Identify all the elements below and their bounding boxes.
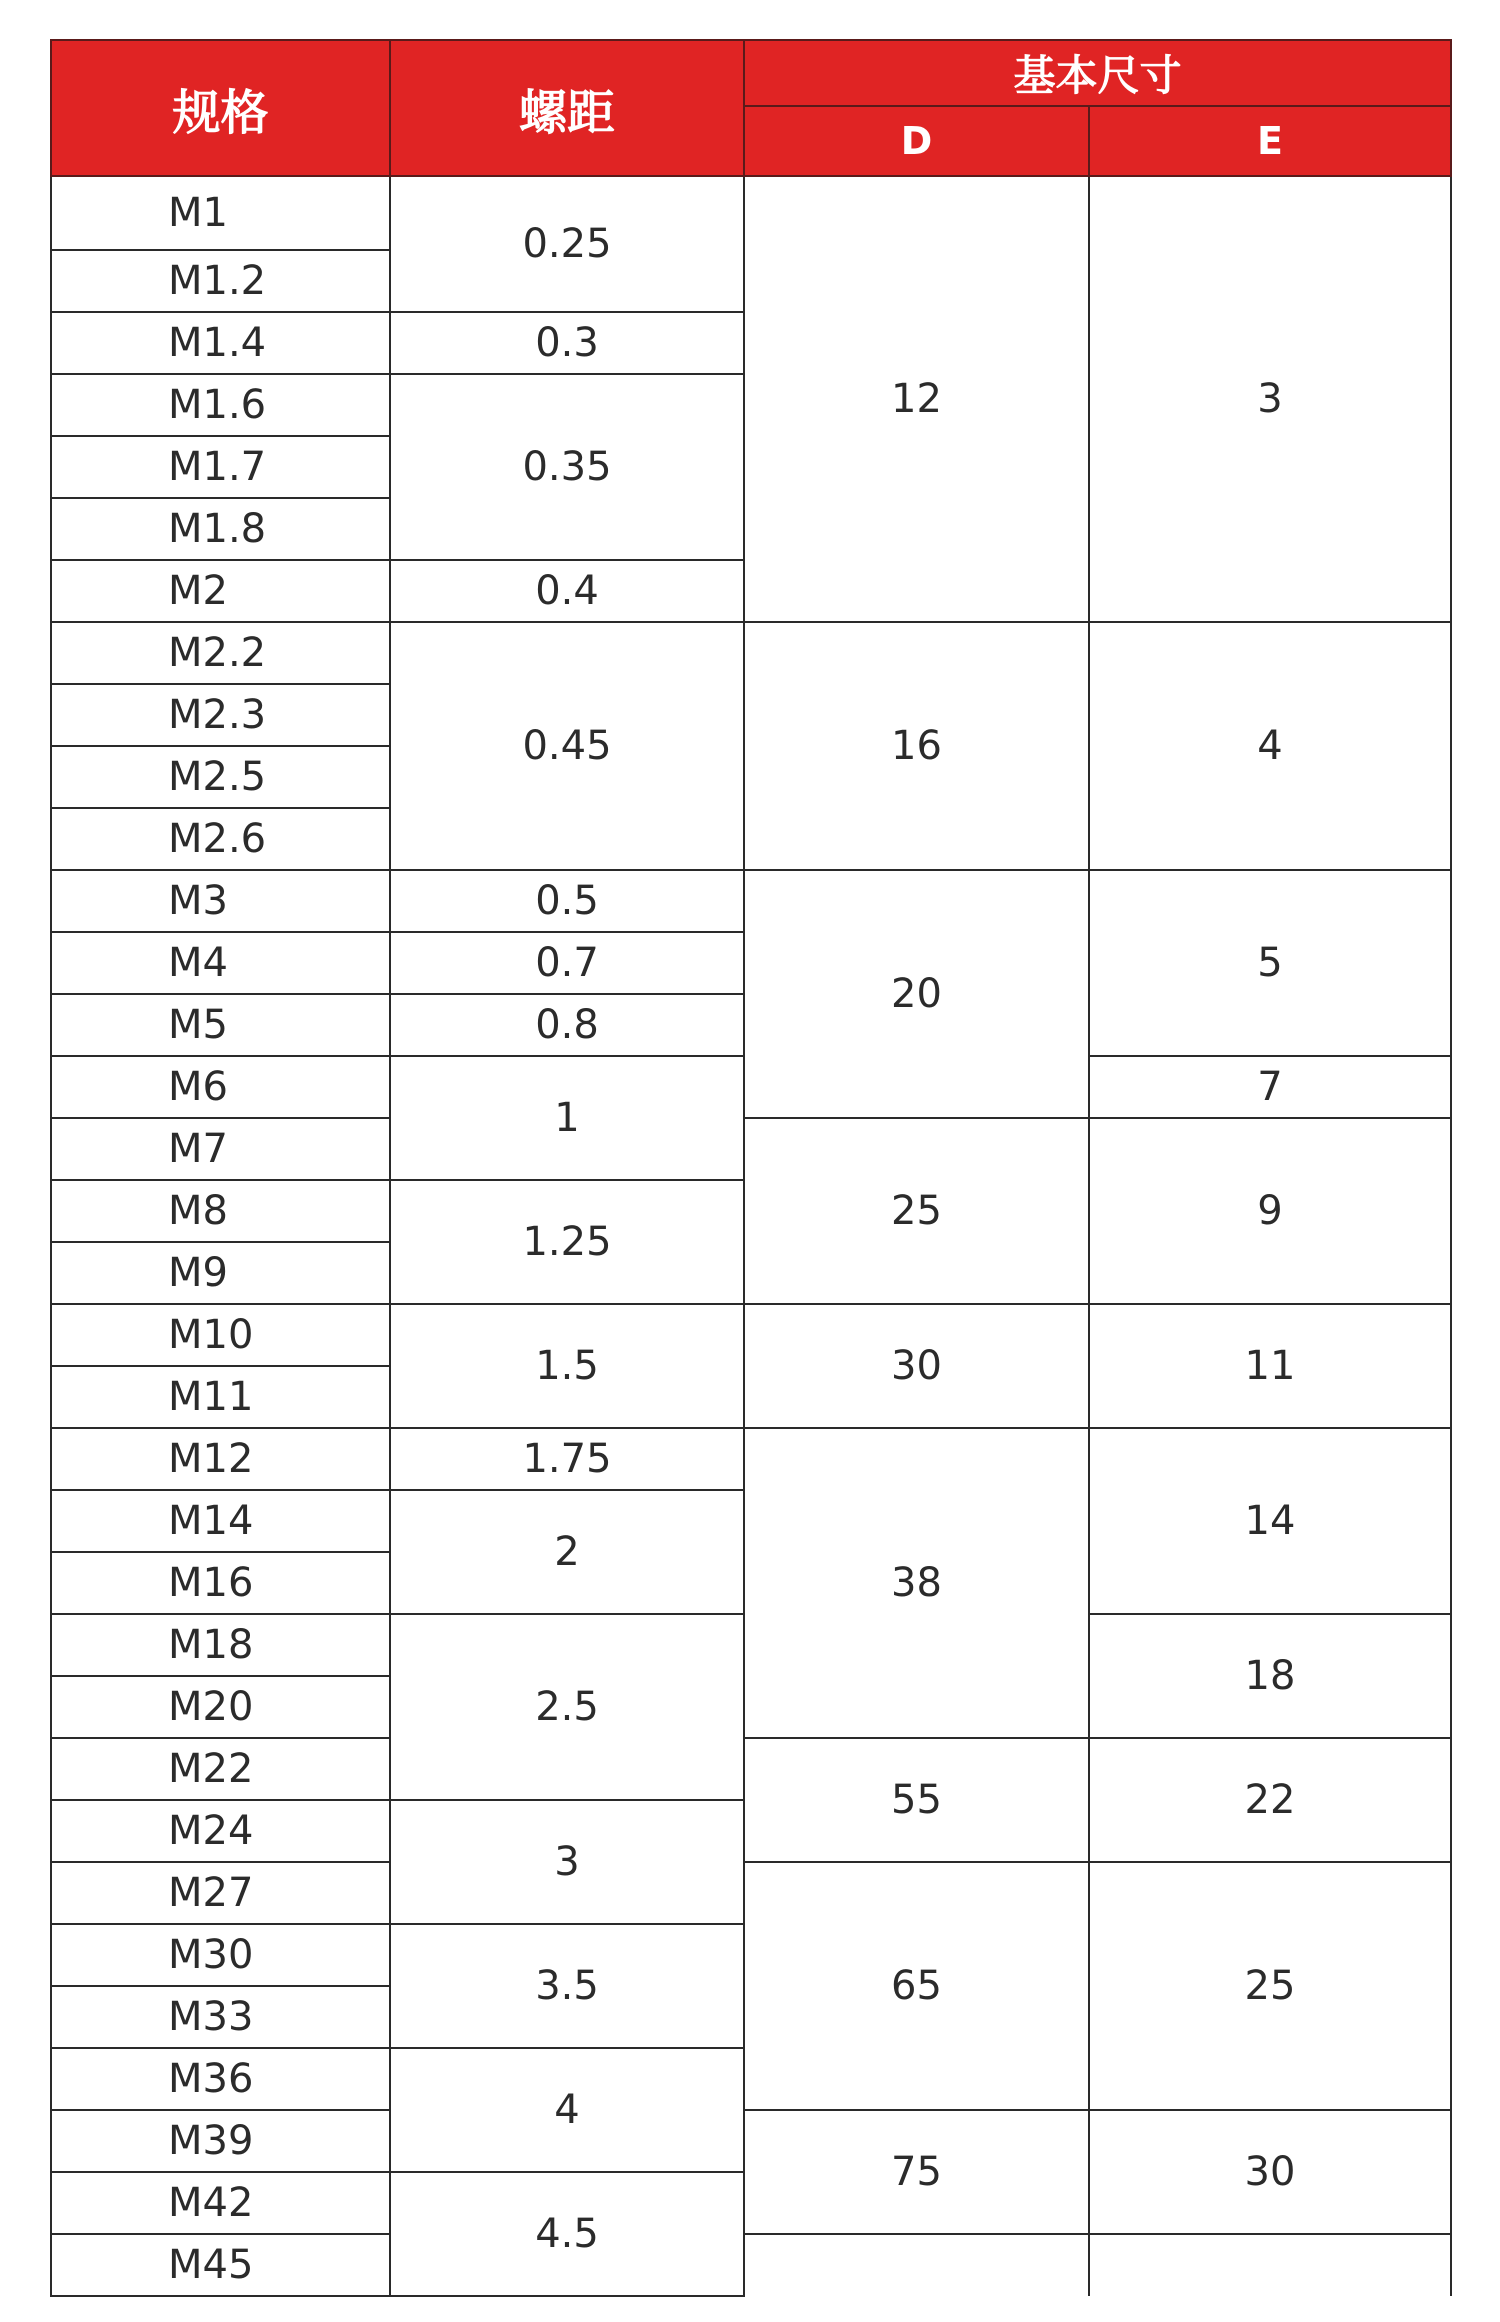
cell-pitch: 0.5 — [390, 870, 744, 932]
cell-pitch: 0.7 — [390, 932, 744, 994]
cell-d: 55 — [744, 1738, 1089, 1862]
cell-e: 11 — [1089, 1304, 1451, 1428]
cell-d: 16 — [744, 622, 1089, 870]
cell-pitch: 1 — [390, 1056, 744, 1180]
cell-e: 3 — [1089, 176, 1451, 622]
cell-spec: M24 — [51, 1800, 390, 1862]
table-row — [51, 1118, 1451, 1180]
cell-spec: M2.2 — [51, 622, 390, 684]
cell-spec: M42 — [51, 2172, 390, 2234]
cell-d: 65 — [744, 1862, 1089, 2110]
table-row — [51, 2110, 1451, 2172]
header-spec: 规格 — [51, 40, 390, 176]
cell-pitch: 2 — [390, 1490, 744, 1614]
table-row — [51, 1304, 1451, 1366]
cell-pitch: 1.75 — [390, 1428, 744, 1490]
cell-spec: M1.4 — [51, 312, 390, 374]
cell-spec: M27 — [51, 1862, 390, 1924]
cell-spec: M39 — [51, 2110, 390, 2172]
cell-spec: M1 — [51, 176, 390, 250]
cell-spec: M22 — [51, 1738, 390, 1800]
cell-pitch: 0.45 — [390, 622, 744, 870]
cell-spec: M30 — [51, 1924, 390, 1986]
cell-d: 12 — [744, 176, 1089, 622]
cell-e: 30 — [1089, 2110, 1451, 2234]
cell-pitch: 4 — [390, 2048, 744, 2172]
cell-spec: M2.6 — [51, 808, 390, 870]
cell-spec: M6 — [51, 1056, 390, 1118]
cell-pitch: 2.5 — [390, 1614, 744, 1800]
cell-spec: M11 — [51, 1366, 390, 1428]
cell-spec: M45 — [51, 2234, 390, 2296]
cell-pitch: 0.35 — [390, 374, 744, 560]
cell-spec: M8 — [51, 1180, 390, 1242]
cell-e: 18 — [1089, 1614, 1451, 1738]
cell-spec: M1.6 — [51, 374, 390, 436]
header-d: D — [744, 106, 1089, 176]
cell-spec: M2.5 — [51, 746, 390, 808]
cell-pitch: 0.4 — [390, 560, 744, 622]
cell-spec: M5 — [51, 994, 390, 1056]
cell-spec: M12 — [51, 1428, 390, 1490]
cell-spec: M7 — [51, 1118, 390, 1180]
cell-e: 14 — [1089, 1428, 1451, 1614]
table-row — [51, 176, 1451, 250]
cell-d: 20 — [744, 870, 1089, 1118]
cell-spec: M20 — [51, 1676, 390, 1738]
cell-e: 22 — [1089, 1738, 1451, 1862]
cell-d: 75 — [744, 2110, 1089, 2234]
cell-spec: M1.2 — [51, 250, 390, 312]
cell-spec: M14 — [51, 1490, 390, 1552]
table-row — [51, 1428, 1451, 1490]
cell-spec: M3 — [51, 870, 390, 932]
table-row — [51, 622, 1451, 684]
cell-pitch: 1.25 — [390, 1180, 744, 1304]
table-row — [51, 2234, 1451, 2296]
cell-spec: M33 — [51, 1986, 390, 2048]
header-e: E — [1089, 106, 1451, 176]
cell-d: 38 — [744, 1428, 1089, 1738]
cell-pitch: 3.5 — [390, 1924, 744, 2048]
cell-pitch: 3 — [390, 1800, 744, 1924]
cell-spec: M1.8 — [51, 498, 390, 560]
cell-spec: M2.3 — [51, 684, 390, 746]
table-row — [51, 1862, 1451, 1924]
cell-pitch: 0.8 — [390, 994, 744, 1056]
cell-spec: M16 — [51, 1552, 390, 1614]
cell-spec: M2 — [51, 560, 390, 622]
cell-spec: M10 — [51, 1304, 390, 1366]
cell-d: 25 — [744, 1118, 1089, 1304]
cell-spec: M9 — [51, 1242, 390, 1304]
table-header — [51, 40, 1451, 176]
thread-spec-table — [50, 39, 1452, 2297]
cell-pitch: 4.5 — [390, 2172, 744, 2296]
cell-pitch: 0.3 — [390, 312, 744, 374]
cell-e: 4 — [1089, 622, 1451, 870]
table-body — [51, 176, 1451, 2296]
cell-spec: M18 — [51, 1614, 390, 1676]
cell-spec: M4 — [51, 932, 390, 994]
cell-e — [1089, 2234, 1451, 2296]
cell-pitch: 1.5 — [390, 1304, 744, 1428]
cell-d: 30 — [744, 1304, 1089, 1428]
table-row — [51, 1738, 1451, 1800]
cell-pitch: 0.25 — [390, 176, 744, 312]
header-pitch: 螺距 — [390, 40, 744, 176]
cell-e: 7 — [1089, 1056, 1451, 1118]
cell-e: 25 — [1089, 1862, 1451, 2110]
header-basic-size: 基本尺寸 — [744, 40, 1451, 106]
cell-d — [744, 2234, 1089, 2296]
cell-spec: M1.7 — [51, 436, 390, 498]
table-row — [51, 870, 1451, 932]
cell-spec: M36 — [51, 2048, 390, 2110]
cell-e: 9 — [1089, 1118, 1451, 1304]
cell-e: 5 — [1089, 870, 1451, 1056]
